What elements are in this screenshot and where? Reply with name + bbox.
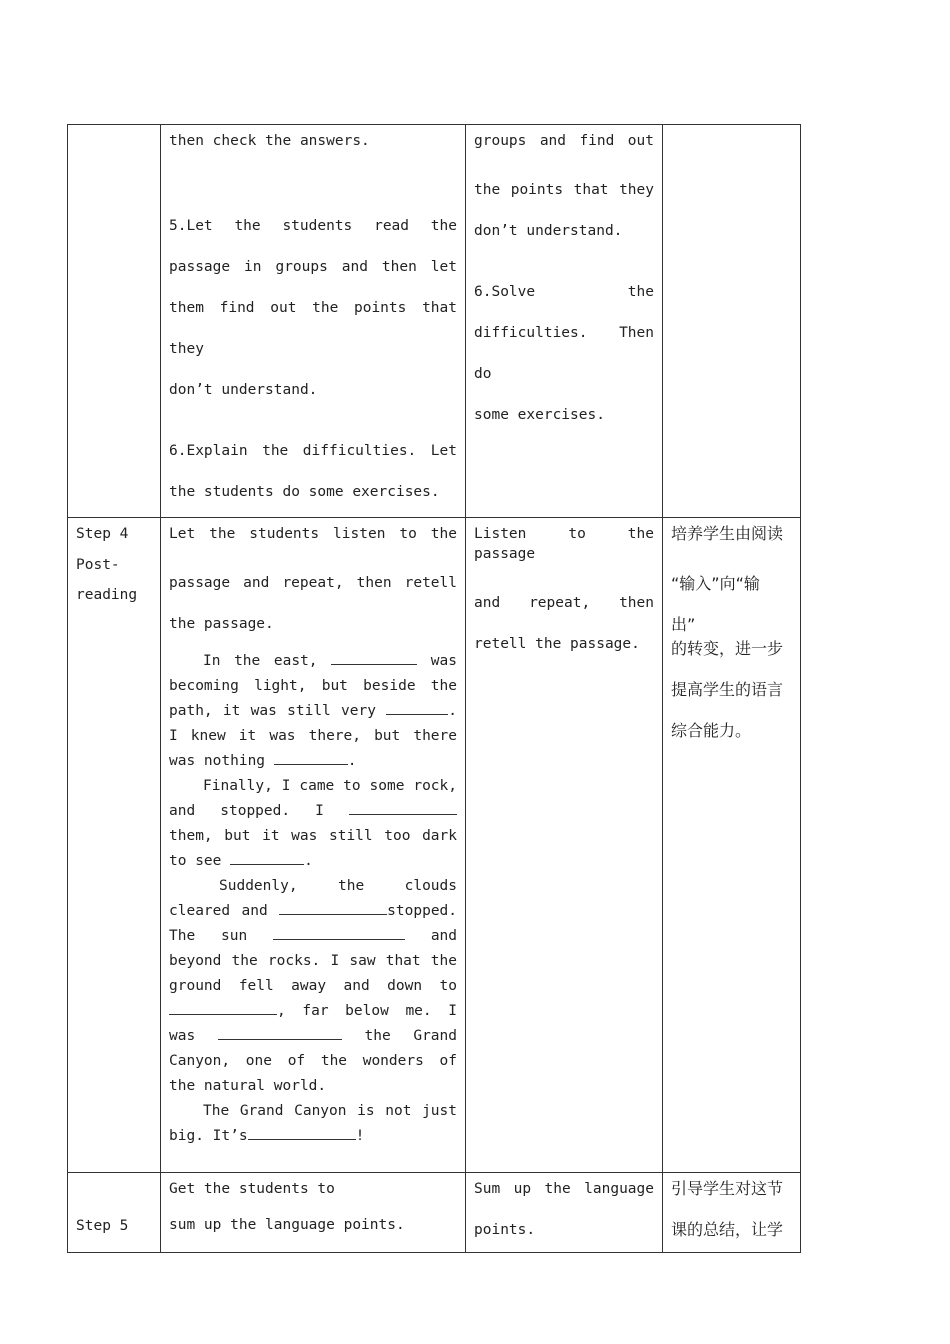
answer-blank[interactable] [386, 700, 448, 715]
purpose-cell [663, 125, 801, 518]
text-line: them find out the points that they [169, 300, 457, 357]
teacher-activity-cell [161, 1173, 466, 1253]
text-line: Let the students listen to the [169, 526, 457, 542]
text-line: the passage. [169, 616, 274, 632]
table-row [68, 1173, 801, 1253]
step-label: Step 4 [76, 526, 129, 542]
answer-blank[interactable] [273, 925, 405, 940]
answer-blank[interactable] [230, 850, 304, 865]
text-line: don’t understand. [474, 223, 623, 239]
step-label: reading [76, 587, 138, 603]
text-line: then check the answers. [169, 133, 370, 149]
answer-blank[interactable] [279, 900, 387, 915]
step-cell [68, 518, 161, 1173]
fill-in-passage [169, 649, 457, 1149]
step-label: Step 5 [76, 1218, 129, 1234]
text-line: passage and repeat, then retell [169, 575, 457, 591]
text-line: 5.Let the students read the [169, 218, 457, 234]
step-cell [68, 1173, 161, 1253]
step-cell [68, 125, 161, 518]
text-line: Listen to the passage [474, 526, 654, 562]
text-line: groups and find out [474, 133, 654, 149]
text-line: the points that they [474, 182, 654, 198]
text-line: points. [474, 1222, 536, 1238]
student-activity-cell [466, 1173, 663, 1253]
answer-blank[interactable] [169, 1000, 277, 1015]
student-activity-cell [466, 518, 663, 1173]
text-line: sum up the language points. [169, 1217, 405, 1233]
passage-paragraph: Suddenly, the clouds cleared and stopped. The sun and beyond the rocks. I saw that the ground fell away and down to , far below me. I was the Grand Canyon, one of the wonders of the natural world. [169, 878, 458, 1094]
table-row [68, 125, 801, 518]
text-line: 6.Solve the [474, 284, 654, 300]
passage-paragraph: Finally, I came to some rock, and stopped. I them, but it was still too dark to see . [169, 778, 457, 869]
text-line: 培养学生由阅读 [671, 524, 784, 543]
table-row [68, 518, 801, 1173]
student-activity-cell [466, 125, 663, 518]
answer-blank[interactable] [331, 650, 417, 665]
lesson-plan-table [67, 124, 801, 1253]
step-label: Post- [76, 557, 120, 573]
teacher-activity-cell [161, 125, 466, 518]
text-line: “输入”向“输 [671, 574, 760, 593]
purpose-cell [663, 1173, 801, 1253]
text-line: 课的总结，让学 [671, 1220, 784, 1239]
text-line: 6.Explain the difficulties. Let [169, 443, 457, 459]
text-line: Get the students to [169, 1181, 335, 1197]
answer-blank[interactable] [349, 800, 457, 815]
text-line: don’t understand. [169, 382, 318, 398]
text-line: Sum up the language [474, 1181, 654, 1197]
text-line: 出” [671, 615, 696, 634]
teacher-activity-cell [161, 518, 466, 1173]
answer-blank[interactable] [274, 750, 348, 765]
text-line: 提高学生的语言 [671, 680, 784, 699]
passage-paragraph: In the east, was becoming light, but beside the path, it was still very . I knew it was there, but there was nothing . [169, 649, 457, 774]
text-line: passage in groups and then let [169, 259, 457, 275]
purpose-cell [663, 518, 801, 1173]
text-line: difficulties. Then do [474, 325, 654, 382]
answer-blank[interactable] [218, 1025, 342, 1040]
passage-paragraph: The Grand Canyon is not just big. It’s ! [169, 1103, 457, 1144]
text-line: retell the passage. [474, 636, 640, 652]
text-line: 综合能力。 [671, 721, 752, 740]
text-line: 引导学生对这节 [671, 1179, 784, 1198]
text-line: 的转变，进一步 [671, 639, 784, 658]
text-line: some exercises. [474, 407, 605, 423]
text-line: and repeat, then [474, 595, 654, 611]
answer-blank[interactable] [248, 1125, 356, 1140]
text-line: the students do some exercises. [169, 484, 440, 500]
